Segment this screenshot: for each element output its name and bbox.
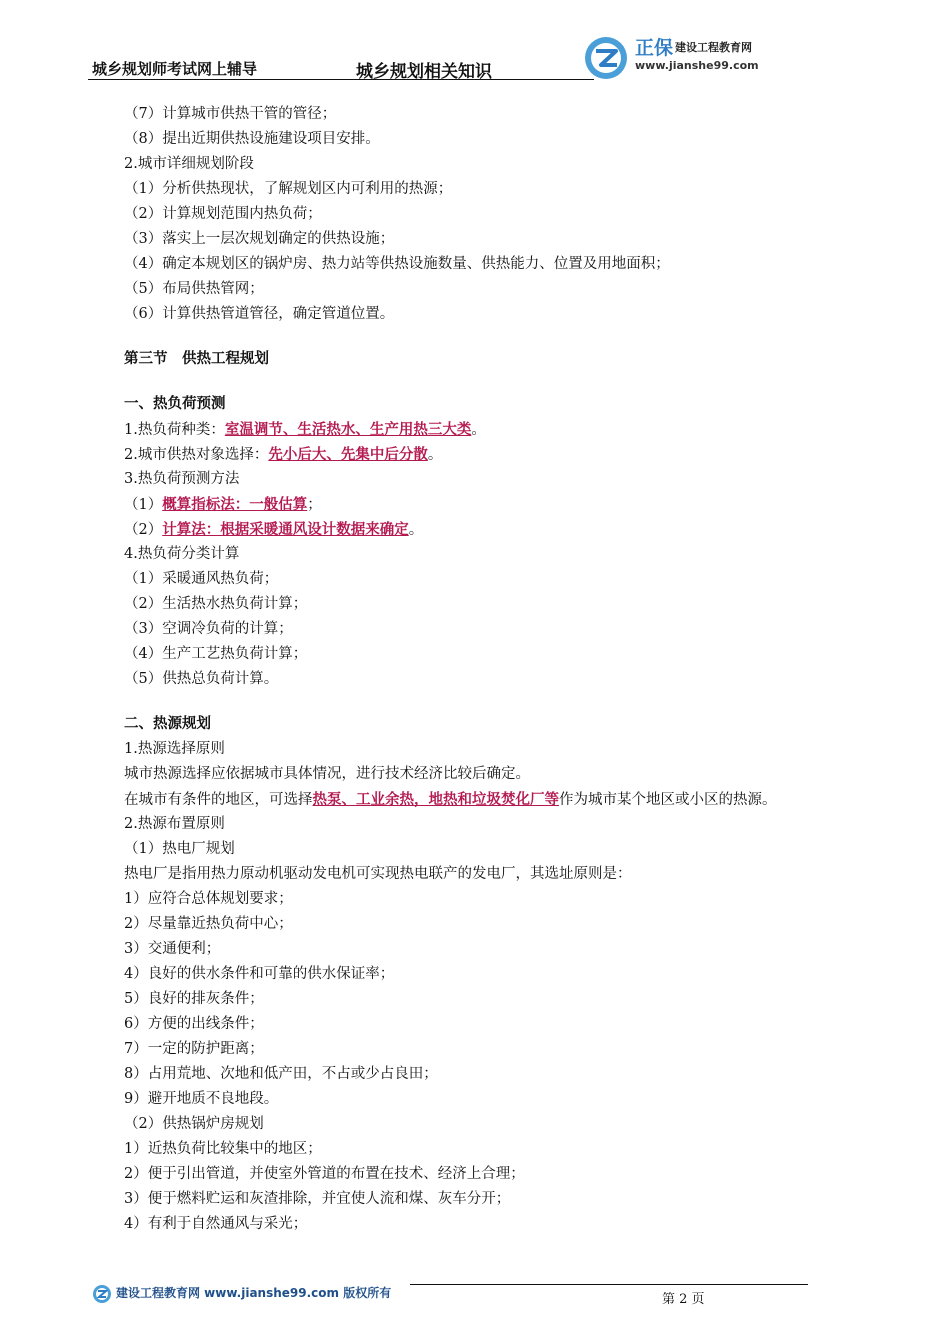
line-text: 4）良好的供水条件和可靠的供水保证率； <box>124 966 395 982</box>
text-line <box>124 1012 884 1037</box>
line-text: （3）空调冷负荷的计算； <box>124 621 293 637</box>
line-text: （1） <box>124 497 163 513</box>
line-text: 9）避开地质不良地段。 <box>124 1091 279 1107</box>
highlighted-key-point: 先小后大、先集中后分散 <box>268 446 428 463</box>
footer-copyright: 建设工程教育网 www.jianshe99.com 版权所有 <box>116 1286 392 1300</box>
section-heading <box>124 347 884 372</box>
line-text-tail: 。 <box>408 522 424 538</box>
paragraph-gap <box>124 327 884 347</box>
line-text: 1.热负荷种类： <box>124 422 225 438</box>
line-text: 热电厂是指用热力原动机驱动发电机可实现热电联产的发电厂，其选址原则是： <box>124 866 632 882</box>
line-text: 2）便于引出管道，并使室外管道的布置在技术、经济上合理； <box>124 1166 525 1182</box>
text-line <box>124 417 884 442</box>
line-text: （4）生产工艺热负荷计算； <box>124 646 308 662</box>
line-text: 6）方便的出线条件； <box>124 1016 264 1032</box>
footer-rule <box>410 1284 808 1285</box>
text-line <box>124 542 884 567</box>
page-footer <box>0 1276 950 1316</box>
page-header <box>0 0 950 84</box>
text-line <box>124 177 884 202</box>
text-line <box>124 737 884 762</box>
text-line <box>124 617 884 642</box>
line-text: （6）计算供热管道管径，确定管道位置。 <box>124 306 395 322</box>
text-line <box>124 102 884 127</box>
header-rule <box>88 79 594 80</box>
logo-mark-icon <box>583 35 629 81</box>
header-subject-title: 城乡规划相关知识 <box>356 62 492 82</box>
section-heading <box>124 712 884 737</box>
line-text: 1.热源选择原则 <box>124 741 225 757</box>
section-heading <box>124 392 884 417</box>
line-text: （2）供热锅炉房规划 <box>124 1116 264 1132</box>
line-text: （3）落实上一层次规划确定的供热设施； <box>124 231 395 247</box>
text-line <box>124 912 884 937</box>
document-body <box>124 102 884 1237</box>
line-text: 2.城市详细规划阶段 <box>124 156 254 172</box>
logo-url: www.jianshe99.com <box>635 59 759 72</box>
line-text: 在城市有条件的地区，可选择 <box>124 792 313 808</box>
text-line <box>124 1137 884 1162</box>
text-line <box>124 227 884 252</box>
text-line <box>124 937 884 962</box>
logo-subtitle: 建设工程教育网 <box>675 41 752 54</box>
page-number: 第 2 页 <box>662 1292 705 1307</box>
text-line <box>124 492 884 517</box>
text-line <box>124 467 884 492</box>
text-line <box>124 962 884 987</box>
line-text: 1）近热负荷比较集中的地区； <box>124 1141 322 1157</box>
text-line <box>124 642 884 667</box>
logo-brand-name: 正保 <box>635 37 674 59</box>
text-line <box>124 442 884 467</box>
line-text: 4）有利于自然通风与采光； <box>124 1216 308 1232</box>
text-line <box>124 1087 884 1112</box>
line-text: 3.热负荷预测方法 <box>124 471 240 487</box>
text-line <box>124 517 884 542</box>
line-text: 城市热源选择应依据城市具体情况，进行技术经济比较后确定。 <box>124 766 530 782</box>
line-text: （1）热电厂规划 <box>124 841 235 857</box>
line-text: 7）一定的防护距离； <box>124 1041 264 1057</box>
line-text: 5）良好的排灰条件； <box>124 991 264 1007</box>
text-line <box>124 812 884 837</box>
line-text: 2）尽量靠近热负荷中心； <box>124 916 293 932</box>
line-text: 3）交通便利； <box>124 941 221 957</box>
line-text: （2） <box>124 522 163 538</box>
text-line <box>124 1187 884 1212</box>
text-line <box>124 277 884 302</box>
text-line <box>124 1062 884 1087</box>
line-text: 二、热源规划 <box>124 716 211 732</box>
text-line <box>124 1037 884 1062</box>
line-text: （7）计算城市供热干管的管径； <box>124 106 337 122</box>
text-line <box>124 1212 884 1237</box>
line-text: （5）供热总负荷计算。 <box>124 671 279 687</box>
text-line <box>124 567 884 592</box>
highlighted-key-point: 概算指标法：一般估算 <box>162 496 308 513</box>
line-text: 1）应符合总体规划要求； <box>124 891 293 907</box>
line-text: （5）布局供热管网； <box>124 281 264 297</box>
line-text: （2）计算规划范围内热负荷； <box>124 206 322 222</box>
text-line <box>124 1162 884 1187</box>
text-line <box>124 1112 884 1137</box>
text-line <box>124 887 884 912</box>
line-text: （1）采暖通风热负荷； <box>124 571 279 587</box>
line-text: 4.热负荷分类计算 <box>124 546 240 562</box>
highlighted-key-point: 热泵、工业余热，地热和垃圾焚化厂等 <box>312 791 559 808</box>
text-line <box>124 667 884 692</box>
text-line <box>124 787 884 812</box>
highlighted-key-point: 室温调节、生活热水、生产用热三大类 <box>224 421 472 438</box>
text-line <box>124 837 884 862</box>
line-text: （2）生活热水热负荷计算； <box>124 596 308 612</box>
line-text: （4）确定本规划区的锅炉房、热力站等供热设施数量、供热能力、位置及用地面积； <box>124 256 670 272</box>
line-text: 一、热负荷预测 <box>124 396 226 412</box>
highlighted-key-point: 计算法：根据采暖通风设计数据来确定 <box>162 521 409 538</box>
text-line <box>124 202 884 227</box>
line-text: 2.城市供热对象选择： <box>124 447 269 463</box>
line-text: 2.热源布置原则 <box>124 816 225 832</box>
line-text: （8）提出近期供热设施建设项目安排。 <box>124 131 380 147</box>
text-line <box>124 987 884 1012</box>
text-line <box>124 592 884 617</box>
text-line <box>124 302 884 327</box>
line-text-tail: 。 <box>471 422 486 438</box>
line-text: 3）便于燃料贮运和灰渣排除，并宜使人流和煤、灰车分开； <box>124 1191 511 1207</box>
line-text-tail: 。 <box>427 447 443 463</box>
text-line <box>124 252 884 277</box>
line-text-tail: 作为城市某个地区或小区的热源。 <box>559 792 777 808</box>
line-text: 8）占用荒地、次地和低产田，不占或少占良田； <box>124 1066 438 1082</box>
text-line <box>124 762 884 787</box>
brand-logo <box>583 33 773 83</box>
paragraph-gap <box>124 372 884 392</box>
paragraph-gap <box>124 692 884 712</box>
text-line <box>124 152 884 177</box>
line-text: （1）分析供热现状，了解规划区内可利用的热源； <box>124 181 453 197</box>
line-text-tail: ； <box>307 497 322 513</box>
footer-logo-icon <box>92 1284 112 1304</box>
text-line <box>124 862 884 887</box>
text-line <box>124 127 884 152</box>
header-course-title: 城乡规划师考试网上辅导 <box>92 60 258 78</box>
line-text: 第三节 供热工程规划 <box>124 351 269 367</box>
